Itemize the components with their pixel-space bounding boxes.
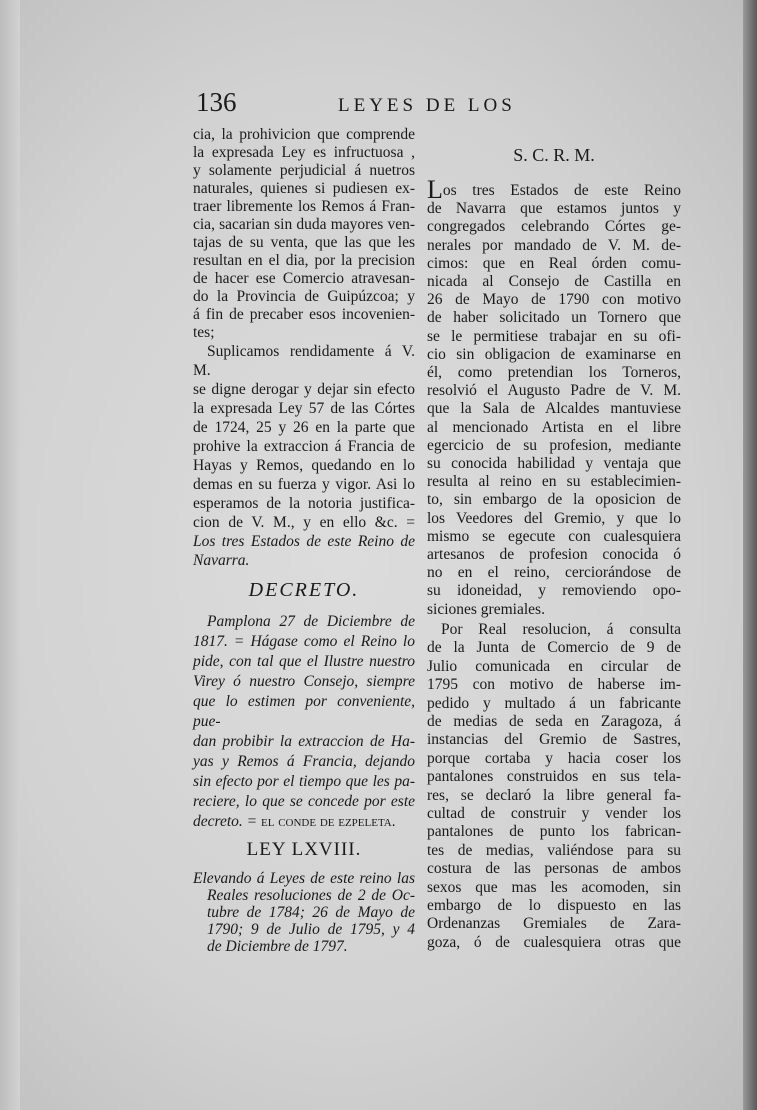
text-line: yas y Remos á Francia, dejando <box>193 753 415 770</box>
text-line: al mencionado Artista en el libre <box>427 418 681 436</box>
text-line: porque cortaba y hacia coser los <box>427 749 681 767</box>
text-line: no en el reino, cerciorándose de <box>427 564 681 582</box>
text-line: Elevando á Leyes de este reino las <box>193 870 415 887</box>
text-line: Pamplona 27 de Diciembre de <box>207 613 415 630</box>
text-line: mismo se egecute con cualesquiera <box>427 527 681 545</box>
scrm-title: S. C. R. M. <box>513 145 595 165</box>
text-line: instancias del Gremio de Sastres, <box>427 731 681 749</box>
text-line: la expresada Ley es infructuosa , <box>193 144 415 161</box>
text-line: de 1724, 25 y 26 en la parte que <box>193 419 415 436</box>
text-line: los Veedores del Gremio, y que lo <box>427 509 681 527</box>
text-line: 1790; 9 de Julio de 1795, y 4 <box>207 921 415 938</box>
text-line: cia, sacarian sin duda mayores ven- <box>193 216 415 233</box>
left-block1 <box>193 126 415 342</box>
drop-cap: L <box>427 175 443 204</box>
text-line: que la Sala de Alcaldes mantuviese <box>427 400 681 418</box>
text-line: él, como pretendian los Torneros, <box>427 364 681 382</box>
text-line: demas en su fuerza y vigor. Asi lo <box>193 476 415 493</box>
text-line: siciones gremiales. <box>427 600 545 618</box>
text-line: la expresada Ley 57 de las Córtes <box>193 400 415 417</box>
text-line: sin efecto por el tiempo que les pa- <box>193 773 415 790</box>
text-line: de medias de seda en Zaragoza, á <box>427 712 681 730</box>
text-line: goza, ó de cualesquiera otras que <box>427 933 681 951</box>
decreto-title: DECRETO. <box>248 579 360 601</box>
text-line: se le permitiese trabajar en su ofi- <box>427 327 681 345</box>
first-line <box>427 175 681 204</box>
text-line: 1817. = Hágase como el Reino lo <box>193 633 415 650</box>
text-line: su idoneidad, y removiendo opo- <box>427 582 681 600</box>
text-line: res, se declaró la libre general fa- <box>427 786 681 804</box>
text-line: sexos que mas les acomoden, sin <box>427 878 681 896</box>
signature <box>193 532 415 570</box>
text-line: traer libremente los Remos á Fran- <box>193 198 415 215</box>
left-column <box>193 126 415 955</box>
text-line: cimos: que en Real órden comu- <box>427 254 681 272</box>
text-line: nicada al Consejo de Castilla en <box>427 273 681 291</box>
text-line: de hacer ese Comercio atravesan- <box>193 270 415 287</box>
text-line: to, sin embargo de la oposicion de <box>427 491 681 509</box>
text-line: de Diciembre de 1797. <box>207 938 348 955</box>
text-line: resultan en el dia, por la precision <box>193 252 415 269</box>
right-para2 <box>427 621 681 952</box>
text-line: de haber solicitado un Tornero que <box>427 309 681 327</box>
page-edge-right <box>743 0 757 1110</box>
text-line: Los tres Estados de este Reino de <box>193 533 415 550</box>
text-line: Virey ó nuestro Consejo, siempre <box>193 673 415 690</box>
first-line-text: os tres Estados de este Reino <box>442 182 681 199</box>
text-line: pantalones de punto los fabrican- <box>427 823 681 841</box>
left-block2 <box>193 342 415 532</box>
text-line: resolvió el Augusto Padre de V. M. <box>427 382 681 400</box>
text-line: resulta al reino en su establecimien- <box>427 473 681 491</box>
text-line: 1795 con motivo de haberse im- <box>427 676 681 694</box>
text-line: su conocida habilidad y ventaja que <box>427 455 681 473</box>
text-line: costura de las personas de ambos <box>427 860 681 878</box>
text-line: pedido y multado á un fabricante <box>427 694 681 712</box>
text-line: 26 de Mayo de 1790 con motivo <box>427 291 681 309</box>
text-line: Julio comunicada en circular de <box>427 657 681 675</box>
text-line: prohive la extraccion á Francia de <box>193 438 415 455</box>
right-column <box>427 143 681 952</box>
text-line: y solamente perjudicial á nuetros <box>193 162 415 179</box>
decreto-signer: el conde de ezpeleta. <box>261 814 396 830</box>
text-line: de la Junta de Comercio de 9 de <box>427 639 681 657</box>
text-line: Hayas y Remos, quedando en lo <box>193 457 415 474</box>
text-line: pide, con tal que el Ilustre nuestro <box>193 653 415 670</box>
text-line: esperamos de la notoria justifica- <box>193 495 415 512</box>
text-line: dan probibir la extraccion de Ha- <box>193 733 415 750</box>
text-line: pantalones construidos en sus tela- <box>427 768 681 786</box>
text-line: egercicio de su profesion, mediante <box>427 436 681 454</box>
ley-title: LEY LXVIII. <box>246 839 362 860</box>
text-line: artesanos de profesion conocida ó <box>427 546 681 564</box>
page-number: 136 <box>196 87 237 117</box>
page-shadow-left <box>0 0 20 1110</box>
decreto-last: decreto. = <box>193 813 258 830</box>
text-line: tajas de su venta, que las que les <box>193 234 415 251</box>
text-line: Reales resoluciones de 2 de Oc- <box>207 887 415 904</box>
text-line: se digne derogar y dejar sin efecto <box>193 381 415 398</box>
text-line: cio sin obligacion de examinarse en <box>427 345 681 363</box>
ley-summary <box>193 870 415 955</box>
running-head: LEYES DE LOS <box>338 95 516 116</box>
decreto-text <box>193 612 415 812</box>
text-line: cultad de construir y vender los <box>427 804 681 822</box>
right-para1 <box>427 175 681 619</box>
text-line: de Navarra que estamos juntos y <box>427 200 681 218</box>
text-line: á fin de precaber esos incovenien- <box>193 306 415 323</box>
text-line: Ordenanzas Gremiales de Zara- <box>427 915 681 933</box>
text-line: Navarra. <box>193 552 250 569</box>
text-line: tes; <box>193 324 215 341</box>
text-line: naturales, quienes si pudiesen ex- <box>193 180 415 197</box>
text-line: tubre de 1784; 26 de Mayo de <box>207 904 415 921</box>
decreto-last-line <box>193 812 415 832</box>
text-line: cia, la prohivicion que comprende <box>193 126 415 143</box>
text-line: do la Provincia de Guipúzcoa; y <box>193 288 415 305</box>
text-line: embargo de lo dispuesto en las <box>427 896 681 914</box>
text-line: congregados celebrando Córtes ge- <box>427 218 681 236</box>
text-line: tes de medias, valiéndose para su <box>427 841 681 859</box>
text-line: que lo estimen por conveniente, pue- <box>193 693 415 730</box>
text-line: cion de V. M., y en ello &c. = <box>193 514 415 531</box>
text-line: reciere, lo que se concede por este <box>193 793 415 810</box>
text-line: Suplicamos rendidamente á V. M. <box>193 343 415 379</box>
text-line: Por Real resolucion, á consulta <box>441 620 681 638</box>
text-line: nerales por mandado de V. M. de- <box>427 236 681 254</box>
